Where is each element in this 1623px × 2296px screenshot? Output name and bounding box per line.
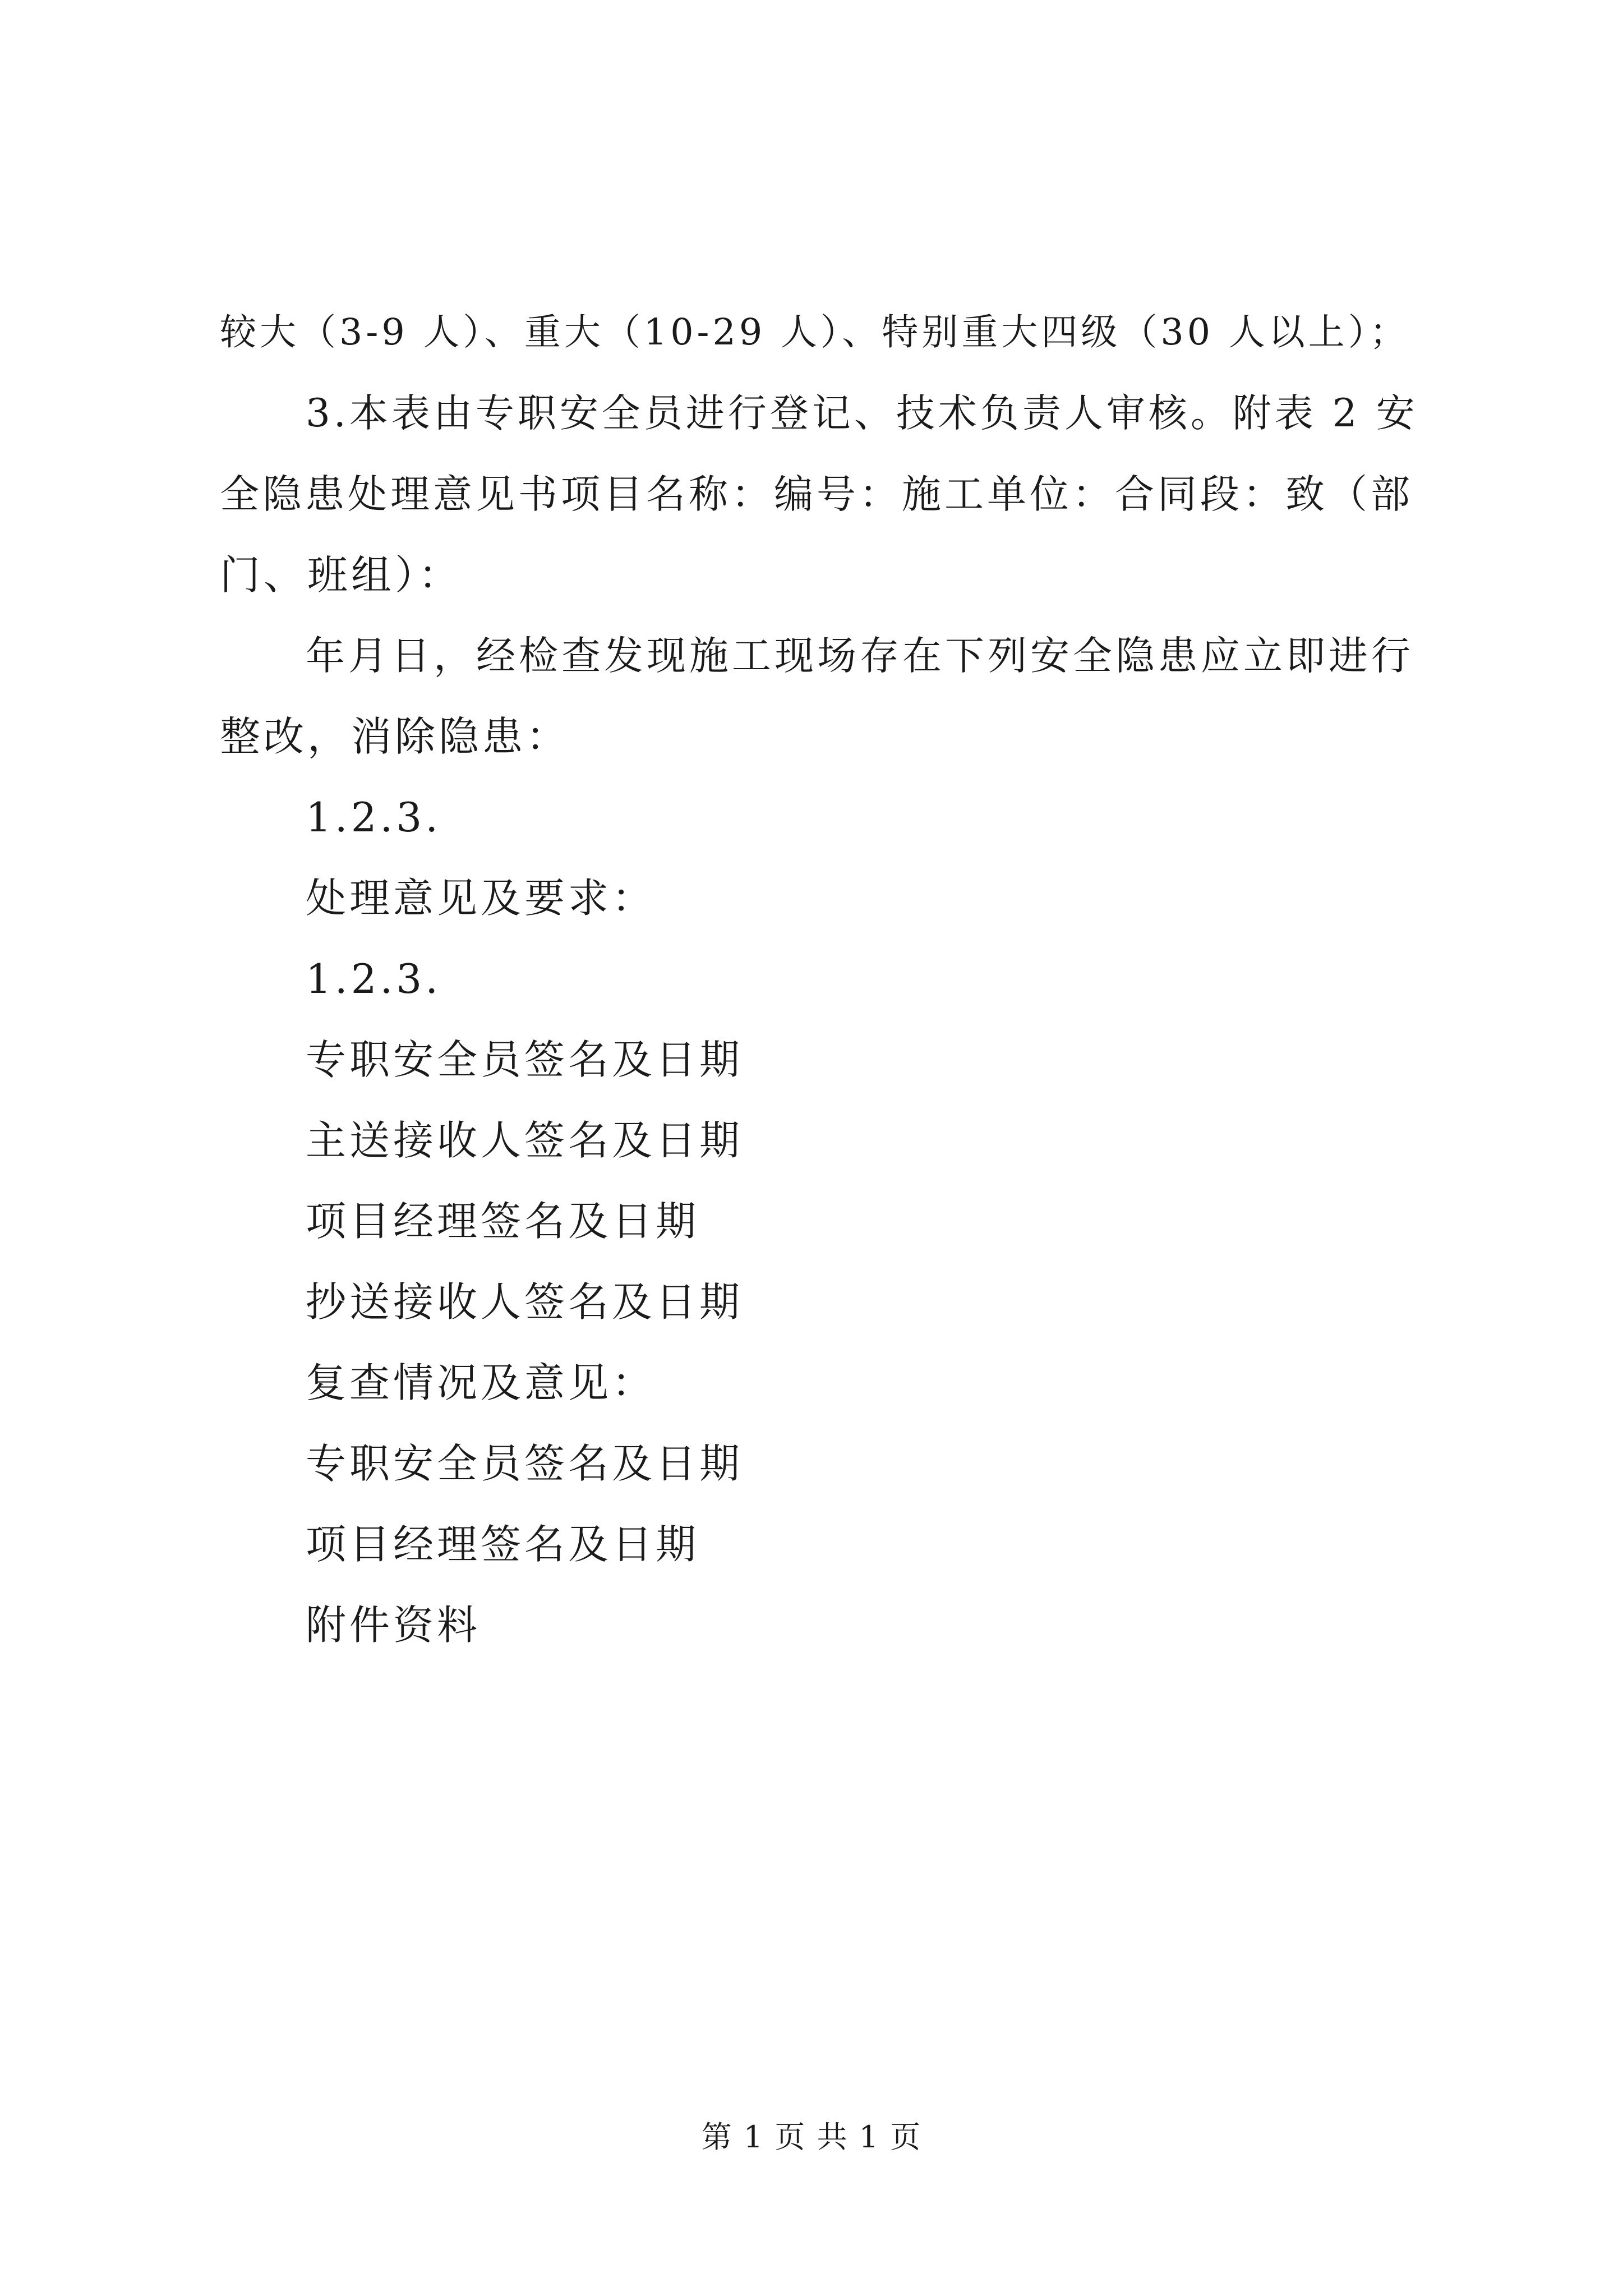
- body-line-6: 整改，消除隐患：: [220, 713, 570, 760]
- body-line-2: 3.本表由专职安全员进行登记、技术负责人审核。附表 2 安: [306, 391, 1418, 436]
- attachments-label: 附件资料: [306, 1602, 481, 1649]
- review-heading: 复查情况及意见：: [306, 1359, 656, 1406]
- body-line-1: 较大（3-9 人）、重大（10-29 人）、特别重大四级（30 人以上）；: [220, 311, 1410, 353]
- review-safety-officer-signature: 专职安全员签名及日期: [306, 1440, 744, 1487]
- cc-recipient-signature: 抄送接收人签名及日期: [306, 1278, 744, 1326]
- primary-recipient-signature: 主送接收人签名及日期: [306, 1117, 744, 1164]
- body-line-4: 门、班组）：: [220, 551, 463, 599]
- review-project-manager-signature: 项目经理签名及日期: [306, 1521, 700, 1568]
- project-manager-signature: 项目经理签名及日期: [306, 1198, 700, 1245]
- body-line-3: 全隐患处理意见书项目名称：编号：施工单位：合同段：致（部: [220, 471, 1413, 517]
- page-footer: 第 1 页 共 1 页: [701, 2119, 922, 2155]
- body-line-5: 年月日，经检查发现施工现场存在下列安全隐患应立即进行: [306, 633, 1414, 679]
- handling-opinion-heading: 处理意见及要求：: [306, 875, 656, 922]
- hazard-list: 1.2.3.: [306, 794, 442, 841]
- opinion-list: 1.2.3.: [306, 955, 442, 1002]
- safety-officer-signature: 专职安全员签名及日期: [306, 1036, 744, 1083]
